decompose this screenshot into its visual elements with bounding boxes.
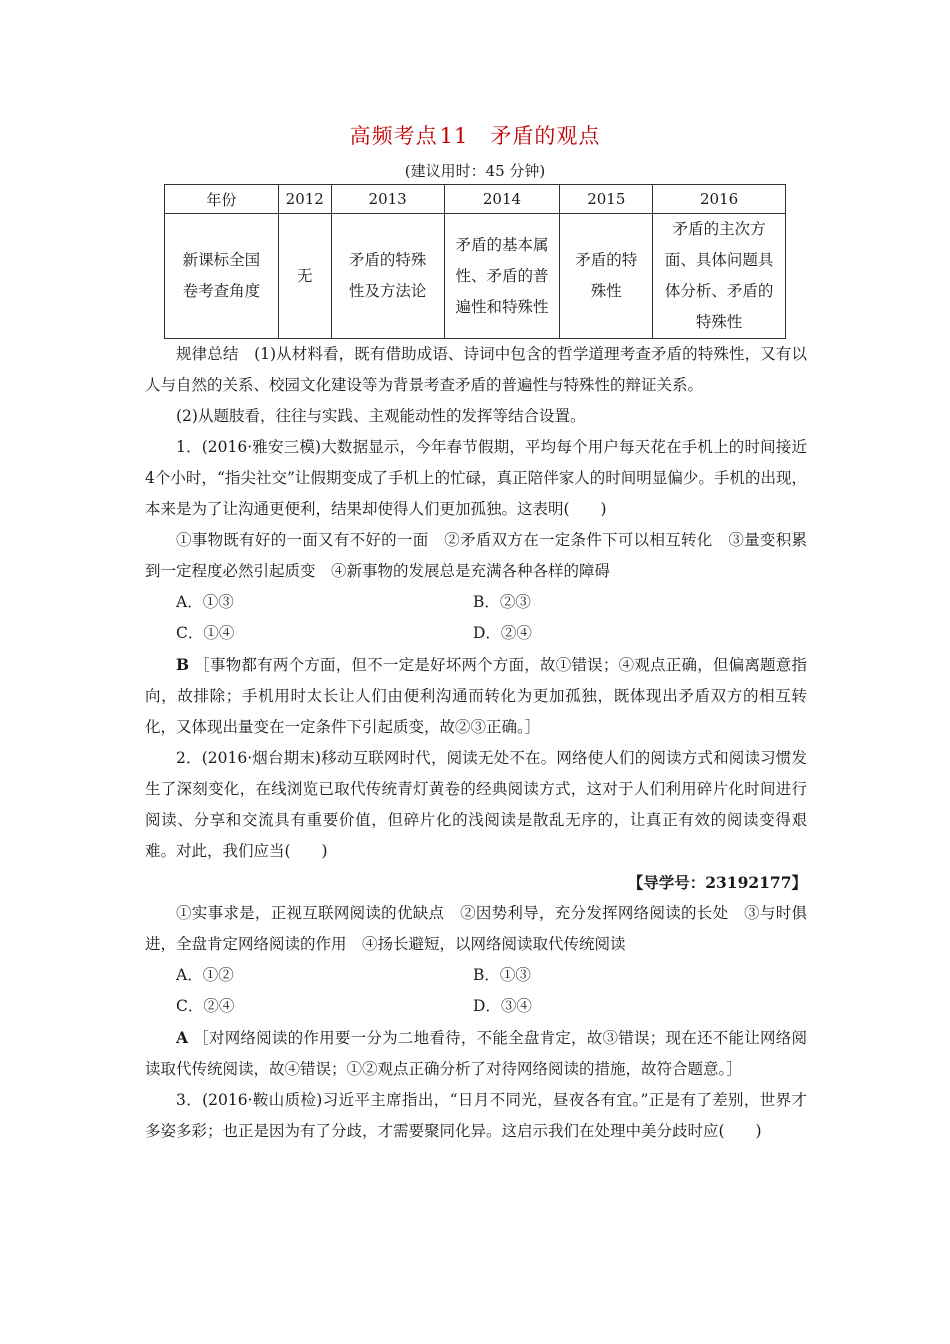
question-2-options-cd [145,991,807,1022]
option-b: B．①③ [473,966,531,984]
exam-angle-table [164,184,786,339]
question-1-stem: 1．(2016·雅安三模)大数据显示，今年春节假期，平均每个用户每天花在手机上的时间接近4个小时，“指尖社交”让假期变成了手机上的忙碌，真正陪伴家人的时间明显偏少。手机的出现，本来是为了让沟通更便利，结果却使得人们更加孤独。这表明( ) [145,438,807,518]
guide-number: 【导学号：23192177】 [627,873,807,892]
cell-2016: 矛盾的主次方面、具体问题具体分析、矛盾的特殊性 [653,214,786,339]
answer-letter: A [176,1028,189,1047]
summary-paragraph-1: 规律总结 (1)从材料看，既有借助成语、诗词中包含的哲学道理考查矛盾的特殊性，又有以人与自然的关系、校园文化建设等为背景考查矛盾的普遍性与特殊性的辩证关系。 [145,345,807,394]
option-d: D．②④ [473,624,532,642]
option-a: A．①③ [176,593,234,611]
question-1-items: ①事物既有好的一面又有不好的一面 ②矛盾双方在一定条件下可以相互转化 ③量变积累到一定程度必然引起质变 ④新事物的发展总是充满各种各样的障碍 [145,531,807,580]
cell-2015: 矛盾的特殊性 [560,214,653,339]
title-main: 高频考点 [349,124,438,148]
question-2-stem: 2．(2016·烟台期末)移动互联网时代，阅读无处不在。网络使人们的阅读方式和阅读习惯发生了深刻变化，在线浏览已取代传统青灯黄卷的经典阅读方式，这对于人们利用碎片化时间进行阅读、分享和交流具有重要价值，但碎片化的浅阅读是散乱无序的，让真正有效的阅读变得艰难。对此，我们应当( ) [145,749,807,860]
header-2015: 2015 [560,185,653,214]
cell-2013: 矛盾的特殊性及方法论 [331,214,444,339]
content-body [145,339,807,1147]
answer-explanation: ［事物都有两个方面，但不一定是好坏两个方面，故①错误；④观点正确，但偏离题意指向，故排除；手机用时太长让人们由便利沟通而转化为更加孤独，既体现出矛盾双方的相互转化，又体现出量变在一定条件下引起质变，故②③正确。］ [145,656,807,736]
title-topic: 矛盾的观点 [490,124,601,148]
cell-2014: 矛盾的基本属性、矛盾的普遍性和特殊性 [444,214,560,339]
header-year: 年份 [165,185,279,214]
question-1-options-cd [145,618,807,649]
option-a: A．①② [176,966,234,984]
question-2-options-ab [145,960,807,991]
header-2012: 2012 [278,185,331,214]
option-d: D．③④ [473,997,532,1015]
row-label: 新课标全国卷考查角度 [165,214,279,339]
header-2016: 2016 [653,185,786,214]
table-header-row [165,185,786,214]
question-1-answer [145,649,807,743]
answer-explanation: ［对网络阅读的作用要一分为二地看待，不能全盘肯定，故③错误；现在还不能让网络阅读取代传统阅读，故④错误；①②观点正确分析了对待网络阅读的措施，故符合题意。］ [145,1029,807,1078]
table-row [165,214,786,339]
question-3-stem: 3．(2016·鞍山质检)习近平主席指出，“日月不同光，昼夜各有宜。”正是有了差别，世界才多姿多彩；也正是因为有了分歧，才需要聚同化异。这启示我们在处理中美分歧时应( ) [145,1091,807,1140]
summary-paragraph-2: (2)从题肢看，往往与实践、主观能动性的发挥等结合设置。 [176,407,586,425]
header-2013: 2013 [331,185,444,214]
title-number: 11 [439,124,469,148]
question-2-answer [145,1022,807,1085]
option-c: C．①④ [176,624,235,642]
option-b: B．②③ [473,593,531,611]
option-c: C．②④ [176,997,235,1015]
question-1-options-ab [145,587,807,618]
answer-letter: B [176,655,190,674]
header-2014: 2014 [444,185,560,214]
suggested-time: (建议用时：45 分钟) [404,162,546,180]
question-2-items: ①实事求是，正视互联网阅读的优缺点 ②因势利导，充分发挥网络阅读的长处 ③与时俱进，全盘肯定网络阅读的作用 ④扬长避短，以网络阅读取代传统阅读 [145,904,807,953]
cell-2012: 无 [278,214,331,339]
page-title [0,120,950,150]
